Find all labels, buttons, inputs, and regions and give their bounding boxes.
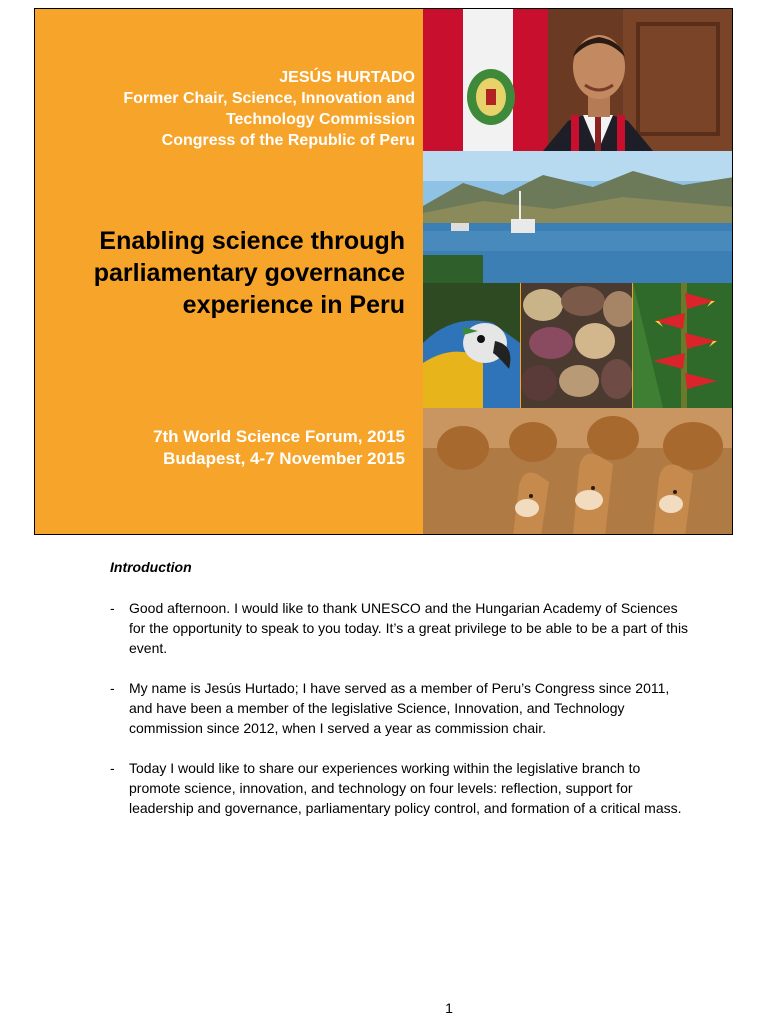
list-item bbox=[110, 758, 690, 818]
event-name: 7th World Science Forum, 2015 bbox=[153, 427, 405, 446]
event-block bbox=[153, 426, 405, 470]
section-heading: Introduction bbox=[110, 559, 192, 575]
lake-photo bbox=[423, 151, 733, 283]
speaker-name: JESÚS HURTADO bbox=[279, 69, 415, 86]
title-slide bbox=[34, 8, 733, 535]
speech-text bbox=[110, 558, 690, 838]
potatoes-photo bbox=[521, 283, 632, 408]
slide-title-line-2: parliamentary governance bbox=[93, 259, 405, 287]
speaker-role-line-2: Technology Commission bbox=[225, 111, 415, 128]
speaker-organization: Congress of the Republic of Peru bbox=[161, 132, 415, 149]
slide-title-line-1: Enabling science through bbox=[99, 227, 405, 255]
photo-collage bbox=[423, 9, 733, 534]
event-place-date: Budapest, 4-7 November 2015 bbox=[163, 449, 405, 468]
portrait-photo bbox=[423, 9, 733, 151]
list-item bbox=[110, 678, 690, 738]
list-item bbox=[110, 598, 690, 658]
macaw-photo bbox=[423, 283, 520, 408]
bullet-dash: - bbox=[110, 760, 115, 776]
heliconia-photo bbox=[633, 283, 733, 408]
speaker-role-line-1: Former Chair, Science, Innovation and bbox=[123, 90, 415, 107]
page-number: 1 bbox=[445, 1000, 453, 1016]
bullet-text: Today I would like to share our experiences working within the legislative branch to promote science, innovation, and technology on four levels: reflection, support for leadership and governance, parliamentary policy control, and formation of a critical mass. bbox=[129, 760, 682, 816]
bullet-text: Good afternoon. I would like to thank UNESCO and the Hungarian Academy of Sciences for the opportunity to speak to you today. It’s a great privilege to be able to be a part of this event. bbox=[129, 600, 689, 656]
slide-title bbox=[94, 225, 405, 321]
speaker-block bbox=[123, 67, 415, 151]
bullet-dash: - bbox=[110, 680, 115, 696]
bullet-text: My name is Jesús Hurtado; I have served as a member of Peru’s Congress since 2011, and have been a member of the legislative Science, Innovation, and Technology commission since 2012, when I served a year as commission chair. bbox=[129, 680, 670, 736]
bullet-dash: - bbox=[110, 600, 115, 616]
vicuna-photo bbox=[423, 408, 733, 535]
slide-title-line-3: experience in Peru bbox=[182, 291, 405, 319]
